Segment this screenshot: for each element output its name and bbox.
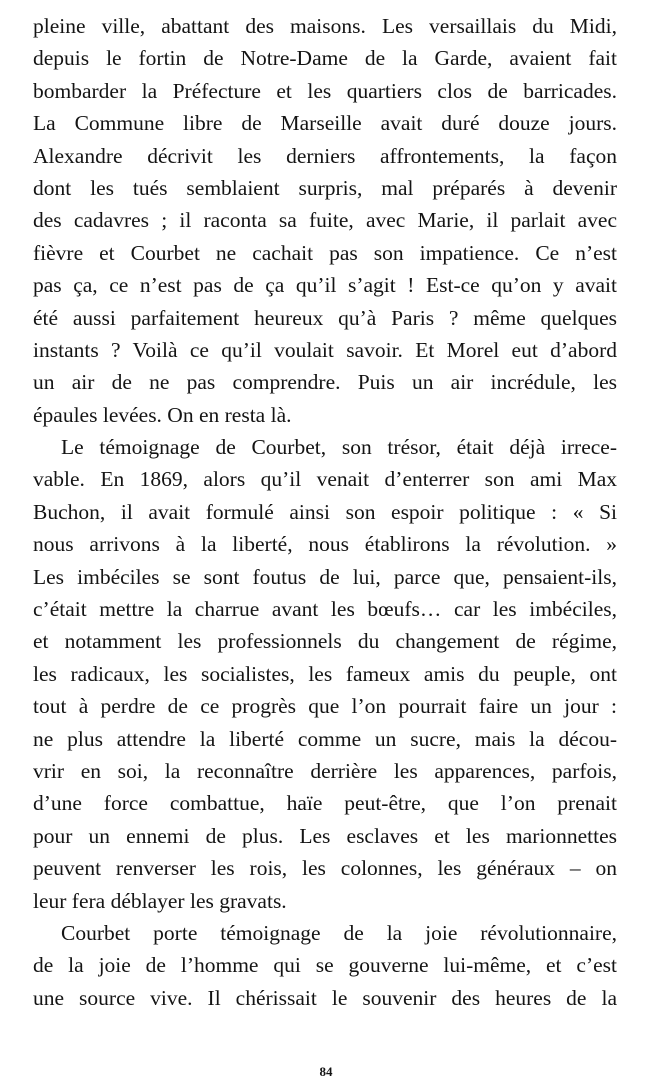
text-line: des cadavres ; il raconta sa fuite, avec Marie, il parlait avec (33, 208, 617, 233)
text-line: pas ça, ce n’est pas de ça qu’il s’agit ! Est-ce qu’on y avait (33, 273, 617, 298)
text-line: depuis le fortin de Notre-Dame de la Garde, avaient fait (33, 46, 617, 71)
text-line: tout à perdre de ce progrès que l’on pourrait faire un jour : (33, 694, 617, 719)
body-text (33, 10, 617, 1014)
text-line: de la joie de l’homme qui se gouverne lui-même, et c’est (33, 953, 617, 978)
text-line: été aussi parfaitement heureux qu’à Paris ? même quelques (33, 305, 617, 330)
text-line: dont les tués semblaient surpris, mal préparés à devenir (33, 175, 617, 200)
page-number: 84 (319, 1064, 333, 1079)
text-line: vrir en soi, la reconnaître derrière les apparences, parfois, (33, 758, 617, 783)
text-line: Alexandre décrivit les derniers affrontements, la façon (33, 143, 617, 168)
text-line: fièvre et Courbet ne cachait pas son impatience. Ce n’est (33, 240, 617, 265)
text-line: et notamment les professionnels du changement de régime, (33, 629, 617, 654)
text-line: instants ? Voilà ce qu’il voulait savoir. Et Morel eut d’abord (33, 337, 617, 362)
text-line: bombarder la Préfecture et les quartiers clos de barricades. (33, 78, 617, 103)
text-line: leur fera déblayer les gravats. (33, 888, 287, 913)
text-line: nous arrivons à la liberté, nous établirons la révolution. » (33, 532, 617, 557)
text-line: ne plus attendre la liberté comme un sucre, mais la décou- (33, 726, 617, 751)
text-line: une source vive. Il chérissait le souvenir des heures de la (33, 985, 617, 1010)
text-line: Les imbéciles se sont foutus de lui, parce que, pensaient-ils, (33, 564, 617, 589)
text-line: un air de ne pas comprendre. Puis un air incrédule, les (33, 370, 617, 395)
text-line: vable. En 1869, alors qu’il venait d’enterrer son ami Max (33, 467, 617, 492)
text-line: c’était mettre la charrue avant les bœufs… car les imbéciles, (33, 597, 617, 622)
paragraph-first-line: Courbet porte témoignage de la joie révolutionnaire, (61, 920, 617, 945)
text-line: peuvent renverser les rois, les colonnes, les généraux – on (33, 856, 617, 881)
text-line: les radicaux, les socialistes, les fameux amis du peuple, ont (33, 661, 617, 686)
paragraph-first-line: Le témoignage de Courbet, son trésor, était déjà irrece- (61, 435, 617, 460)
text-line: d’une force combattue, haïe peut-être, que l’on prenait (33, 791, 617, 816)
text-line: Buchon, il avait formulé ainsi son espoir politique : « Si (33, 499, 617, 524)
text-line: pour un ennemi de plus. Les esclaves et les marionnettes (33, 823, 617, 848)
text-line: épaules levées. On en resta là. (33, 402, 292, 427)
text-line: La Commune libre de Marseille avait duré douze jours. (33, 111, 617, 136)
text-line: pleine ville, abattant des maisons. Les versaillais du Midi, (33, 14, 617, 38)
